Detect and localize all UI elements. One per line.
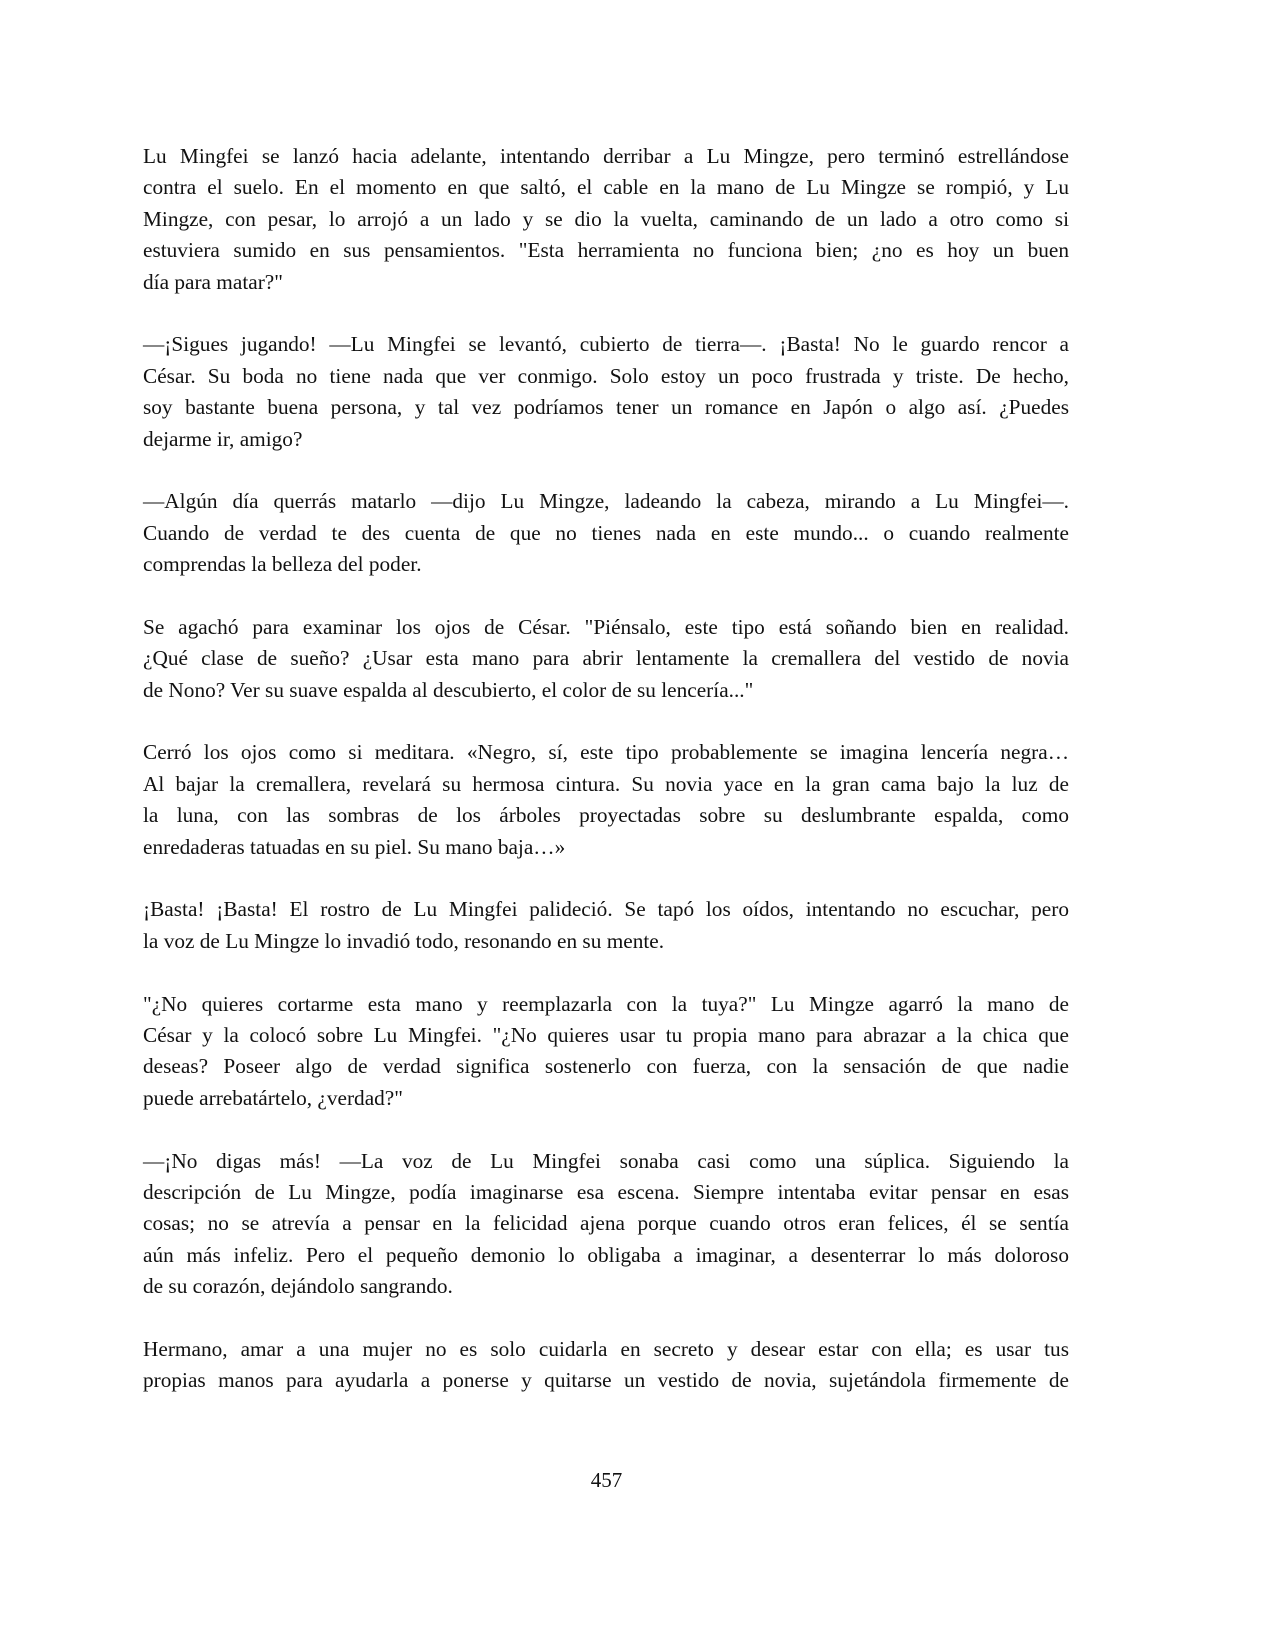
text-line: Mingze, con pesar, lo arrojó a un lado y se dio la vuelta, caminando de un lado a otro como si (143, 206, 1069, 231)
text-line: la voz de Lu Mingze lo invadió todo, resonando en su mente. (143, 928, 665, 953)
text-line: —¡Sigues jugando! —Lu Mingfei se levantó, cubierto de tierra—. ¡Basta! No le guardo rencor a (143, 332, 1069, 357)
text-line: de Nono? Ver su suave espalda al descubierto, el color de su lencería..." (143, 677, 754, 702)
text-line: enredaderas tatuadas en su piel. Su mano baja…» (143, 834, 566, 859)
text-line: descripción de Lu Mingze, podía imaginarse esa escena. Siempre intentaba evitar pensar en esas (143, 1179, 1069, 1204)
text-line: estuviera sumido en sus pensamientos. "Esta herramienta no funciona bien; ¿no es hoy un buen (143, 238, 1069, 263)
text-line: Al bajar la cremallera, revelará su hermosa cintura. Su novia yace en la gran cama bajo la luz de (143, 771, 1069, 796)
text-line: Lu Mingfei se lanzó hacia adelante, intentando derribar a Lu Mingze, pero terminó estrellándose (143, 144, 1069, 168)
paragraph (143, 612, 1069, 706)
text-line: soy bastante buena persona, y tal vez podríamos tener un romance en Japón o algo así. ¿Puedes (143, 395, 1069, 420)
text-line: propias manos para ayudarla a ponerse y quitarse un vestido de novia, sujetándola firmemente de (143, 1368, 1069, 1393)
paragraph (143, 737, 1069, 863)
text-line: Cuando de verdad te des cuenta de que no tienes nada en este mundo... o cuando realmente (143, 520, 1069, 545)
text-line: aún más infeliz. Pero el pequeño demonio lo obligaba a imaginar, a desenterrar lo más doloroso (143, 1242, 1069, 1267)
paragraph (143, 989, 1069, 1115)
text-line: ¿Qué clase de sueño? ¿Usar esta mano para abrir lentamente la cremallera del vestido de novia (143, 646, 1069, 671)
text-line: —Algún día querrás matarlo —dijo Lu Mingze, ladeando la cabeza, mirando a Lu Mingfei—. (143, 489, 1069, 514)
page-body (143, 141, 1069, 1428)
text-line: —¡No digas más! —La voz de Lu Mingfei sonaba casi como una súplica. Siguiendo la (143, 1148, 1069, 1173)
text-line: cosas; no se atrevía a pensar en la felicidad ajena porque cuando otros eran felices, él se sentía (143, 1211, 1069, 1236)
text-line: "¿No quieres cortarme esta mano y reemplazarla con la tuya?" Lu Mingze agarró la mano de (143, 991, 1069, 1016)
text-line: contra el suelo. En el momento en que saltó, el cable en la mano de Lu Mingze se rompió, y Lu (143, 175, 1069, 200)
paragraph (143, 329, 1069, 455)
text-line: puede arrebatártelo, ¿verdad?" (143, 1085, 403, 1110)
text-line: dejarme ir, amigo? (143, 426, 303, 451)
paragraph (143, 894, 1069, 957)
text-line: Se agachó para examinar los ojos de César. "Piénsalo, este tipo está soñando bien en realidad. (143, 614, 1069, 639)
text-line: día para matar?" (143, 269, 283, 294)
paragraph (143, 1334, 1069, 1397)
text-line: Hermano, amar a una mujer no es solo cuidarla en secreto y desear estar con ella; es usar tus (143, 1336, 1069, 1361)
text-line: César. Su boda no tiene nada que ver conmigo. Solo estoy un poco frustrada y triste. De hecho, (143, 363, 1069, 388)
text-line: César y la colocó sobre Lu Mingfei. "¿No quieres usar tu propia mano para abrazar a la chica que (143, 1022, 1069, 1047)
text-line: la luna, con las sombras de los árboles proyectadas sobre su deslumbrante espalda, como (143, 803, 1069, 828)
paragraph (143, 486, 1069, 580)
text-line: deseas? Poseer algo de verdad significa sostenerlo con fuerza, con la sensación de que nadie (143, 1054, 1069, 1079)
text-line: comprendas la belleza del poder. (143, 552, 422, 577)
paragraph (143, 141, 1069, 298)
text-line: Cerró los ojos como si meditara. «Negro, sí, este tipo probablemente se imagina lencería negra… (143, 740, 1069, 765)
text-line: de su corazón, dejándolo sangrando. (143, 1274, 453, 1299)
paragraph (143, 1146, 1069, 1303)
page-number: 457 (590, 1468, 623, 1492)
text-line: ¡Basta! ¡Basta! El rostro de Lu Mingfei palideció. Se tapó los oídos, intentando no escuchar, pero (143, 897, 1069, 922)
